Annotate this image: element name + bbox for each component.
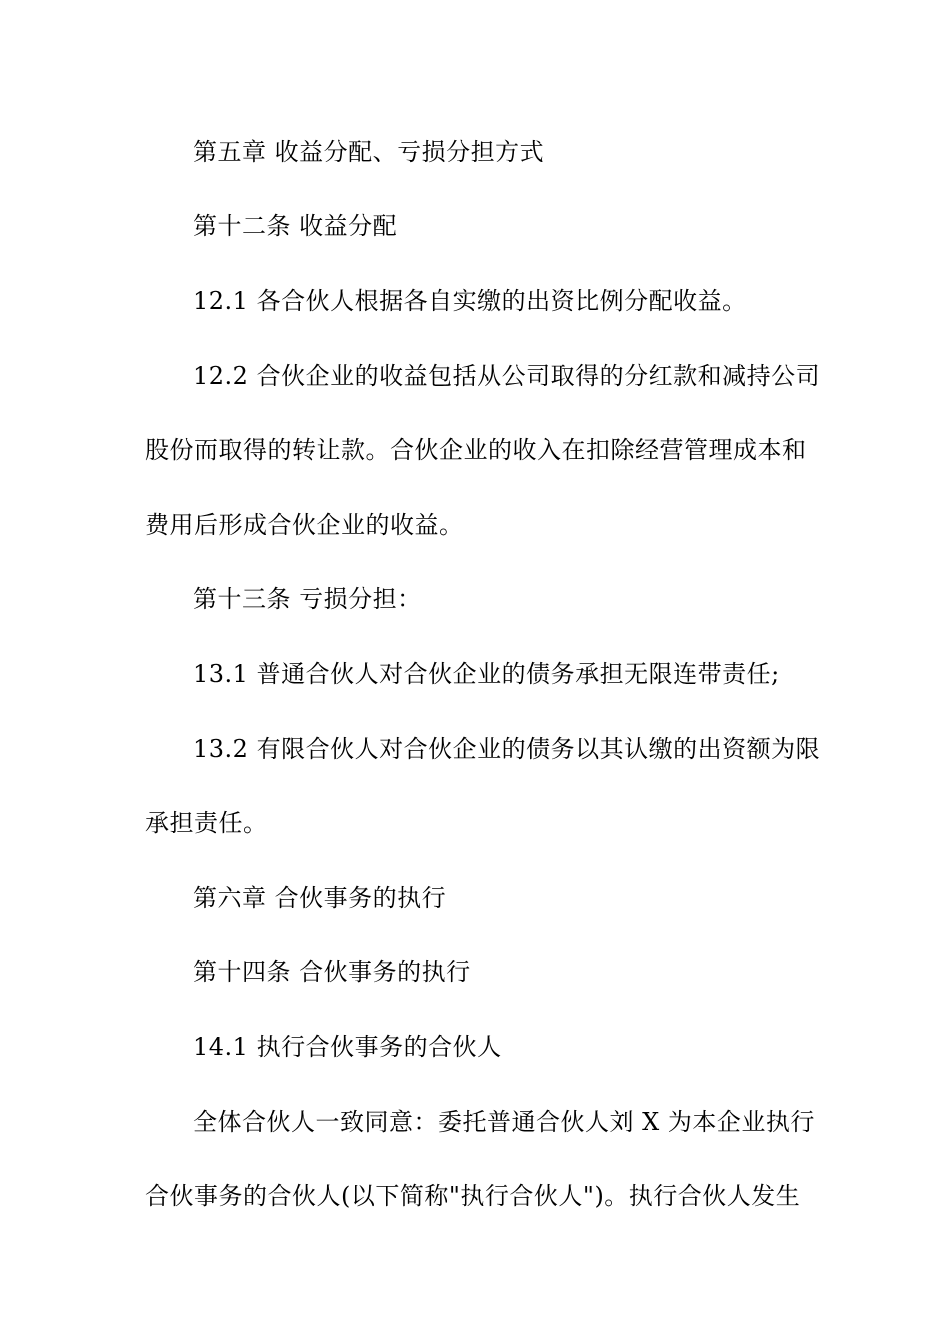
article-12-heading: 第十二条 收益分配 <box>193 212 398 240</box>
clause-13-2-line-1: 13.2 有限合伙人对合伙企业的债务以其认缴的出资额为限 <box>193 735 821 763</box>
clause-12-2-line-3: 费用后形成合伙企业的收益。 <box>145 511 464 539</box>
chapter-5-heading: 第五章 收益分配、亏损分担方式 <box>193 138 545 166</box>
clause-12-2-line-2: 股份而取得的转让款。合伙企业的收入在扣除经营管理成本和 <box>145 436 807 464</box>
clause-14-1-body-line-2: 合伙事务的合伙人(以下简称"执行合伙人")。执行合伙人发生 <box>145 1182 801 1210</box>
chapter-6-heading: 第六章 合伙事务的执行 <box>193 884 447 912</box>
clause-13-1: 13.1 普通合伙人对合伙企业的债务承担无限连带责任; <box>193 660 780 688</box>
clause-12-2-line-1: 12.2 合伙企业的收益包括从公司取得的分红款和减持公司 <box>193 362 821 390</box>
clause-12-1: 12.1 各合伙人根据各自实缴的出资比例分配收益。 <box>193 287 747 315</box>
clause-14-1-body-line-1: 全体合伙人一致同意：委托普通合伙人刘 X 为本企业执行 <box>193 1108 815 1136</box>
clause-14-1: 14.1 执行合伙事务的合伙人 <box>193 1033 502 1061</box>
clause-13-2-line-2: 承担责任。 <box>145 809 268 837</box>
article-14-heading: 第十四条 合伙事务的执行 <box>193 958 471 986</box>
article-13-heading: 第十三条 亏损分担： <box>193 585 422 613</box>
